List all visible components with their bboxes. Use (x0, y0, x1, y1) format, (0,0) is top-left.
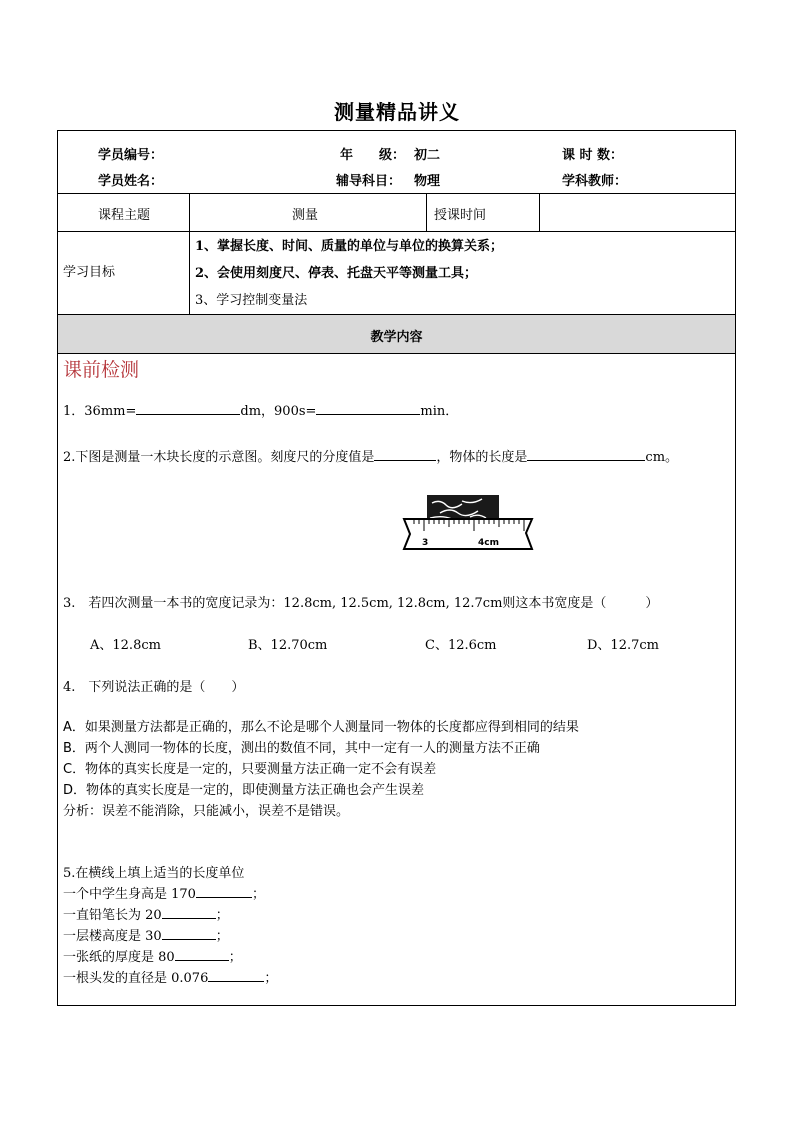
topic-value: 测量 (292, 208, 319, 223)
content-header: 教学内容 (370, 330, 423, 345)
q5-item-end: ； (264, 971, 278, 986)
q5-item (63, 946, 242, 965)
q4-option-c: C．物体的真实长度是一定的，只要测量方法正确一定不会有误差 (63, 762, 437, 777)
q4-option-d: D．物体的真实长度是一定的，即使测量方法正确也会产生误差 (63, 783, 425, 798)
goal-item: 2、会使用刻度尺、停表、托盘天平等测量工具； (195, 266, 478, 281)
answer-blank (527, 448, 645, 461)
goals-label: 学习目标 (63, 265, 116, 280)
question-4: 4. 下列说法正确的是（ ） (63, 680, 245, 695)
subject-value: 物理 (414, 174, 441, 189)
q3-option-b: B、12.70cm (248, 638, 328, 653)
answer-blank (162, 906, 216, 919)
q5-item (63, 883, 265, 902)
q5-item (63, 904, 229, 923)
table-divider (58, 353, 735, 354)
student-id-label: 学员编号： (98, 148, 164, 163)
goal-item: 1、掌握长度、时间、质量的单位与单位的换算关系； (195, 239, 504, 254)
goal-item: 3、学习控制变量法 (195, 293, 308, 308)
answer-blank (208, 969, 264, 982)
q5-item (63, 967, 277, 986)
q4-analysis: 分析：误差不能消除，只能减小，误差不是错误。 (63, 804, 350, 819)
grade-value: 初二 (414, 148, 441, 163)
q1-text: min． (420, 404, 459, 419)
q5-item-end: ； (228, 950, 242, 965)
section-title: 课前检测 (63, 359, 140, 381)
q2-text: ，物体的长度是 (436, 450, 528, 465)
q2-text: cm。 (645, 450, 679, 465)
q5-item-text: 一层楼高度是 30 (63, 929, 162, 944)
table-divider (189, 193, 190, 314)
q3-option-d: D、12.7cm (587, 638, 659, 653)
q5-item-end: ； (215, 929, 229, 944)
answer-blank (374, 448, 436, 461)
ruler-illustration (400, 491, 536, 555)
student-name-label: 学员姓名： (98, 174, 164, 189)
q5-item-end: ； (251, 887, 265, 902)
q5-item-text: 一根头发的直径是 0.076 (63, 971, 209, 986)
answer-blank (175, 948, 229, 961)
table-divider (426, 193, 427, 231)
q1-text: 1．36mm= (63, 404, 137, 419)
ruler-label-3: 3 (422, 538, 429, 548)
answer-blank (316, 402, 420, 415)
q4-option-b: B．两个人测同一物体的长度，测出的数值不同，其中一定有一人的测量方法不正确 (63, 741, 540, 756)
q5-item-text: 一张纸的厚度是 80 (63, 950, 175, 965)
q5-item (63, 925, 229, 944)
answer-blank (196, 885, 252, 898)
table-divider (58, 193, 735, 194)
lesson-table (57, 130, 736, 1006)
ruler-label-4cm: 4cm (478, 538, 499, 548)
class-time-label: 授课时间 (434, 208, 487, 223)
table-divider (539, 193, 540, 231)
question-1 (63, 400, 458, 419)
table-divider (58, 231, 735, 232)
subject-label: 辅导科目： (336, 174, 402, 189)
teacher-label: 学科教师： (562, 174, 628, 189)
q3-option-c: C、12.6cm (425, 638, 497, 653)
answer-blank (136, 402, 240, 415)
answer-blank (162, 927, 216, 940)
q5-item-text: 一直铅笔长为 20 (63, 908, 162, 923)
document-title: 测量精品讲义 (334, 100, 460, 124)
q1-text: dm，900s= (240, 404, 317, 419)
q3-option-a: A、12.8cm (90, 638, 161, 653)
ruler-figure (400, 491, 536, 555)
q5-item-text: 一个中学生身高是 170 (63, 887, 196, 902)
q5-item-end: ； (215, 908, 229, 923)
q2-text: 2.下图是测量一木块长度的示意图。刻度尺的分度值是 (63, 450, 375, 465)
grade-label: 年 级： (340, 148, 406, 163)
question-2 (63, 446, 678, 465)
question-5: 5.在横线上填上适当的长度单位 (63, 866, 245, 881)
class-hours-label: 课 时 数： (562, 148, 624, 163)
q4-option-a: A．如果测量方法都是正确的，那么不论是哪个人测量同一物体的长度都应得到相同的结果 (63, 720, 579, 735)
topic-label: 课程主题 (98, 208, 151, 223)
question-3: 3. 若四次测量一本书的宽度记录为：12.8cm, 12.5cm, 12.8cm, 12.7cm则这本书宽度是（ ） (63, 596, 659, 611)
